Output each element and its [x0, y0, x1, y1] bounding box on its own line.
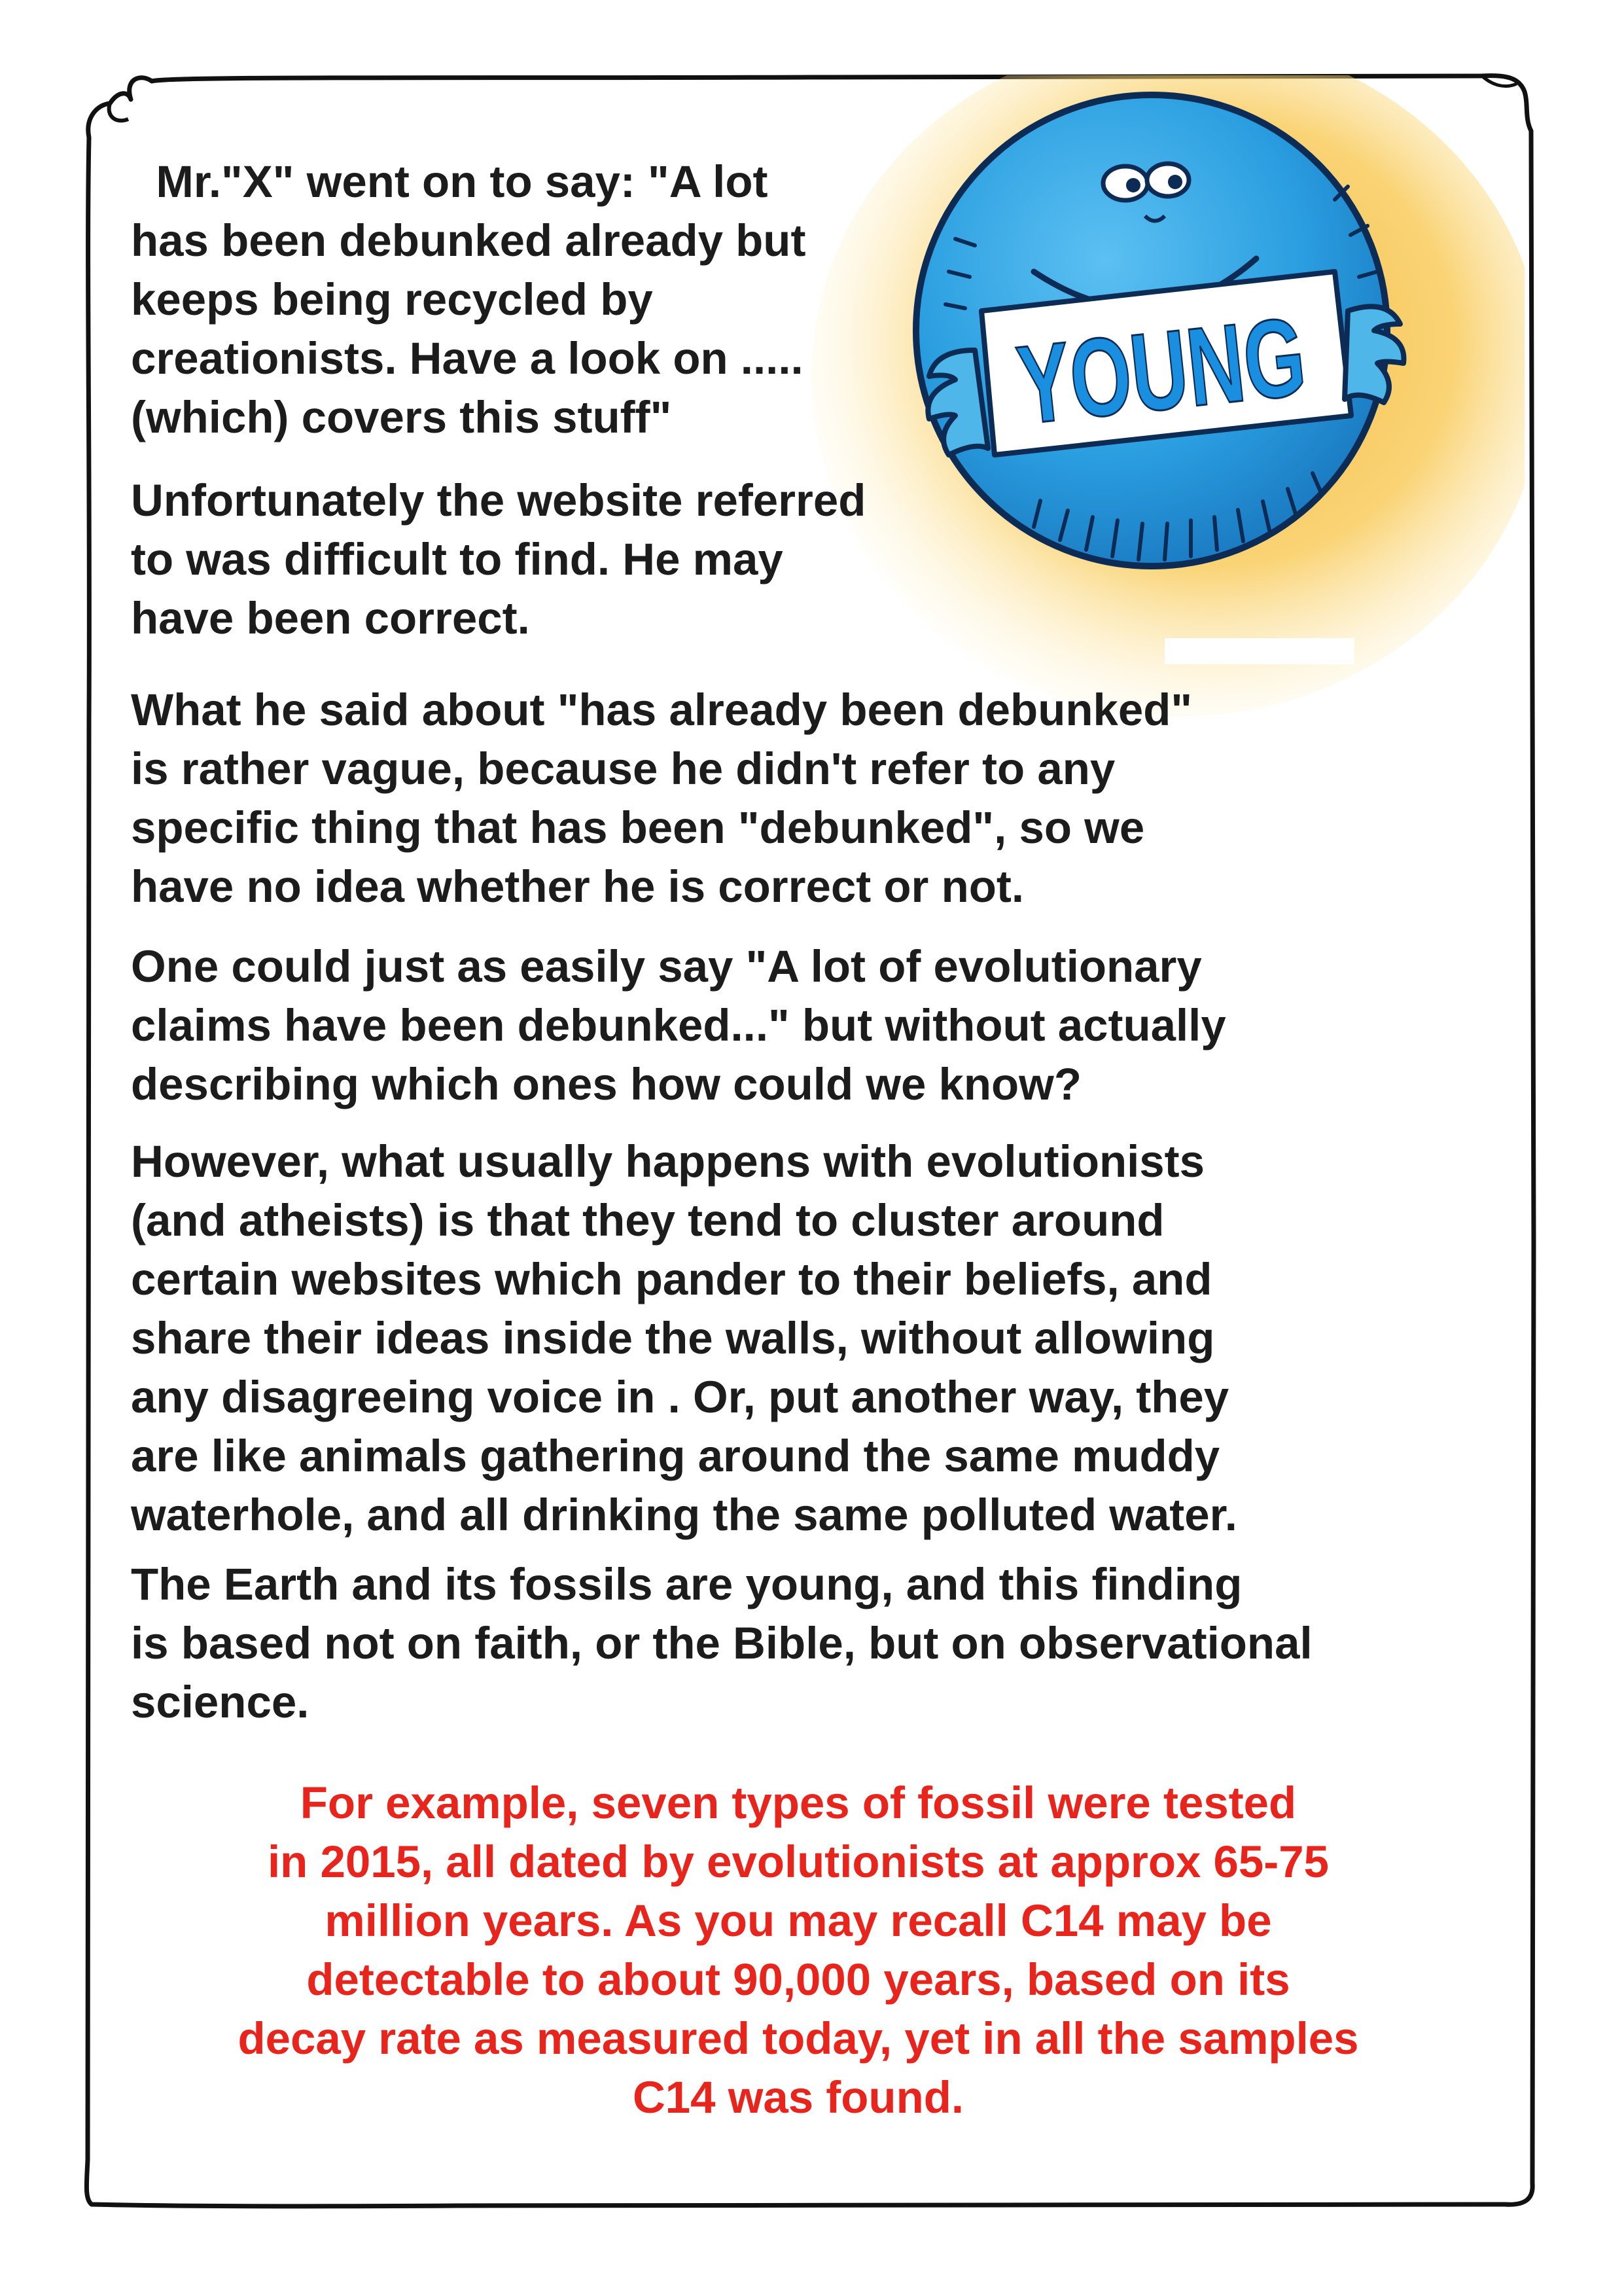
text-line: The Earth and its fossils are young, and this finding [131, 1559, 1243, 1609]
text-line: are like animals gathering around the same muddy [131, 1431, 1220, 1481]
right-eye [1147, 164, 1189, 196]
text-line: claims have been debunked..." but without actually [131, 1000, 1226, 1050]
text-line: in 2015, all dated by evolutionists at approx 65-75 [267, 1837, 1330, 1887]
text-line: any disagreeing voice in . Or, put another way, they [131, 1372, 1229, 1422]
text-line: waterhole, and all drinking the same polluted water. [131, 1490, 1237, 1540]
text-line: describing which ones how could we know? [131, 1059, 1082, 1109]
glow-gap [1165, 638, 1354, 664]
text-line: million years. As you may recall C14 may be [325, 1895, 1272, 1946]
text-line: have been correct. [131, 593, 530, 643]
text-line: decay rate as measured today, yet in all the samples [238, 2013, 1359, 2064]
paragraph-intro-quote [131, 152, 805, 447]
paragraph-waterhole [131, 1132, 1237, 1545]
paragraph-young-earth [131, 1555, 1313, 1732]
text-line: Mr."X" went on to say: "A lot [131, 156, 768, 207]
text-line: specific thing that has been "debunked", so we [131, 802, 1145, 853]
paragraph-website [131, 471, 866, 648]
young-earth-illustration [759, 75, 1525, 730]
text-line: is based not on faith, or the Bible, but on observational [131, 1618, 1313, 1668]
sign-text: YOUNG [1012, 281, 1431, 448]
text-line: science. [131, 1677, 309, 1727]
paragraph-evolutionary-claims [131, 937, 1226, 1114]
text-line: For example, seven types of fossil were tested [300, 1778, 1297, 1828]
text-line: certain websites which pander to their beliefs, and [131, 1254, 1212, 1304]
text-line: is rather vague, because he didn't refer to any [131, 744, 1116, 794]
text-line: Unfortunately the website referred [131, 475, 866, 526]
text-line: have no idea whether he is correct or not. [131, 861, 1025, 912]
text-line: (which) covers this stuff" [131, 392, 672, 442]
text-line: share their ideas inside the walls, without allowing [131, 1313, 1215, 1363]
text-line: detectable to about 90,000 years, based on its [306, 1954, 1290, 2005]
paragraph-c14-example [131, 1774, 1466, 2127]
text-line: What he said about "has already been debunked" [131, 685, 1193, 735]
text-line: One could just as easily say "A lot of evolutionary [131, 941, 1202, 992]
text-line: However, what usually happens with evolutionists [131, 1136, 1205, 1187]
text-line: keeps being recycled by [131, 274, 653, 325]
text-line: creationists. Have a look on ..... [131, 333, 803, 384]
text-line: C14 was found. [632, 2072, 964, 2123]
left-eye [1103, 166, 1148, 200]
text-line: to was difficult to find. He may [131, 534, 783, 584]
text-line: (and atheists) is that they tend to cluster around [131, 1195, 1165, 1246]
paragraph-debunked [131, 681, 1192, 916]
text-line: has been debunked already but [131, 215, 806, 266]
